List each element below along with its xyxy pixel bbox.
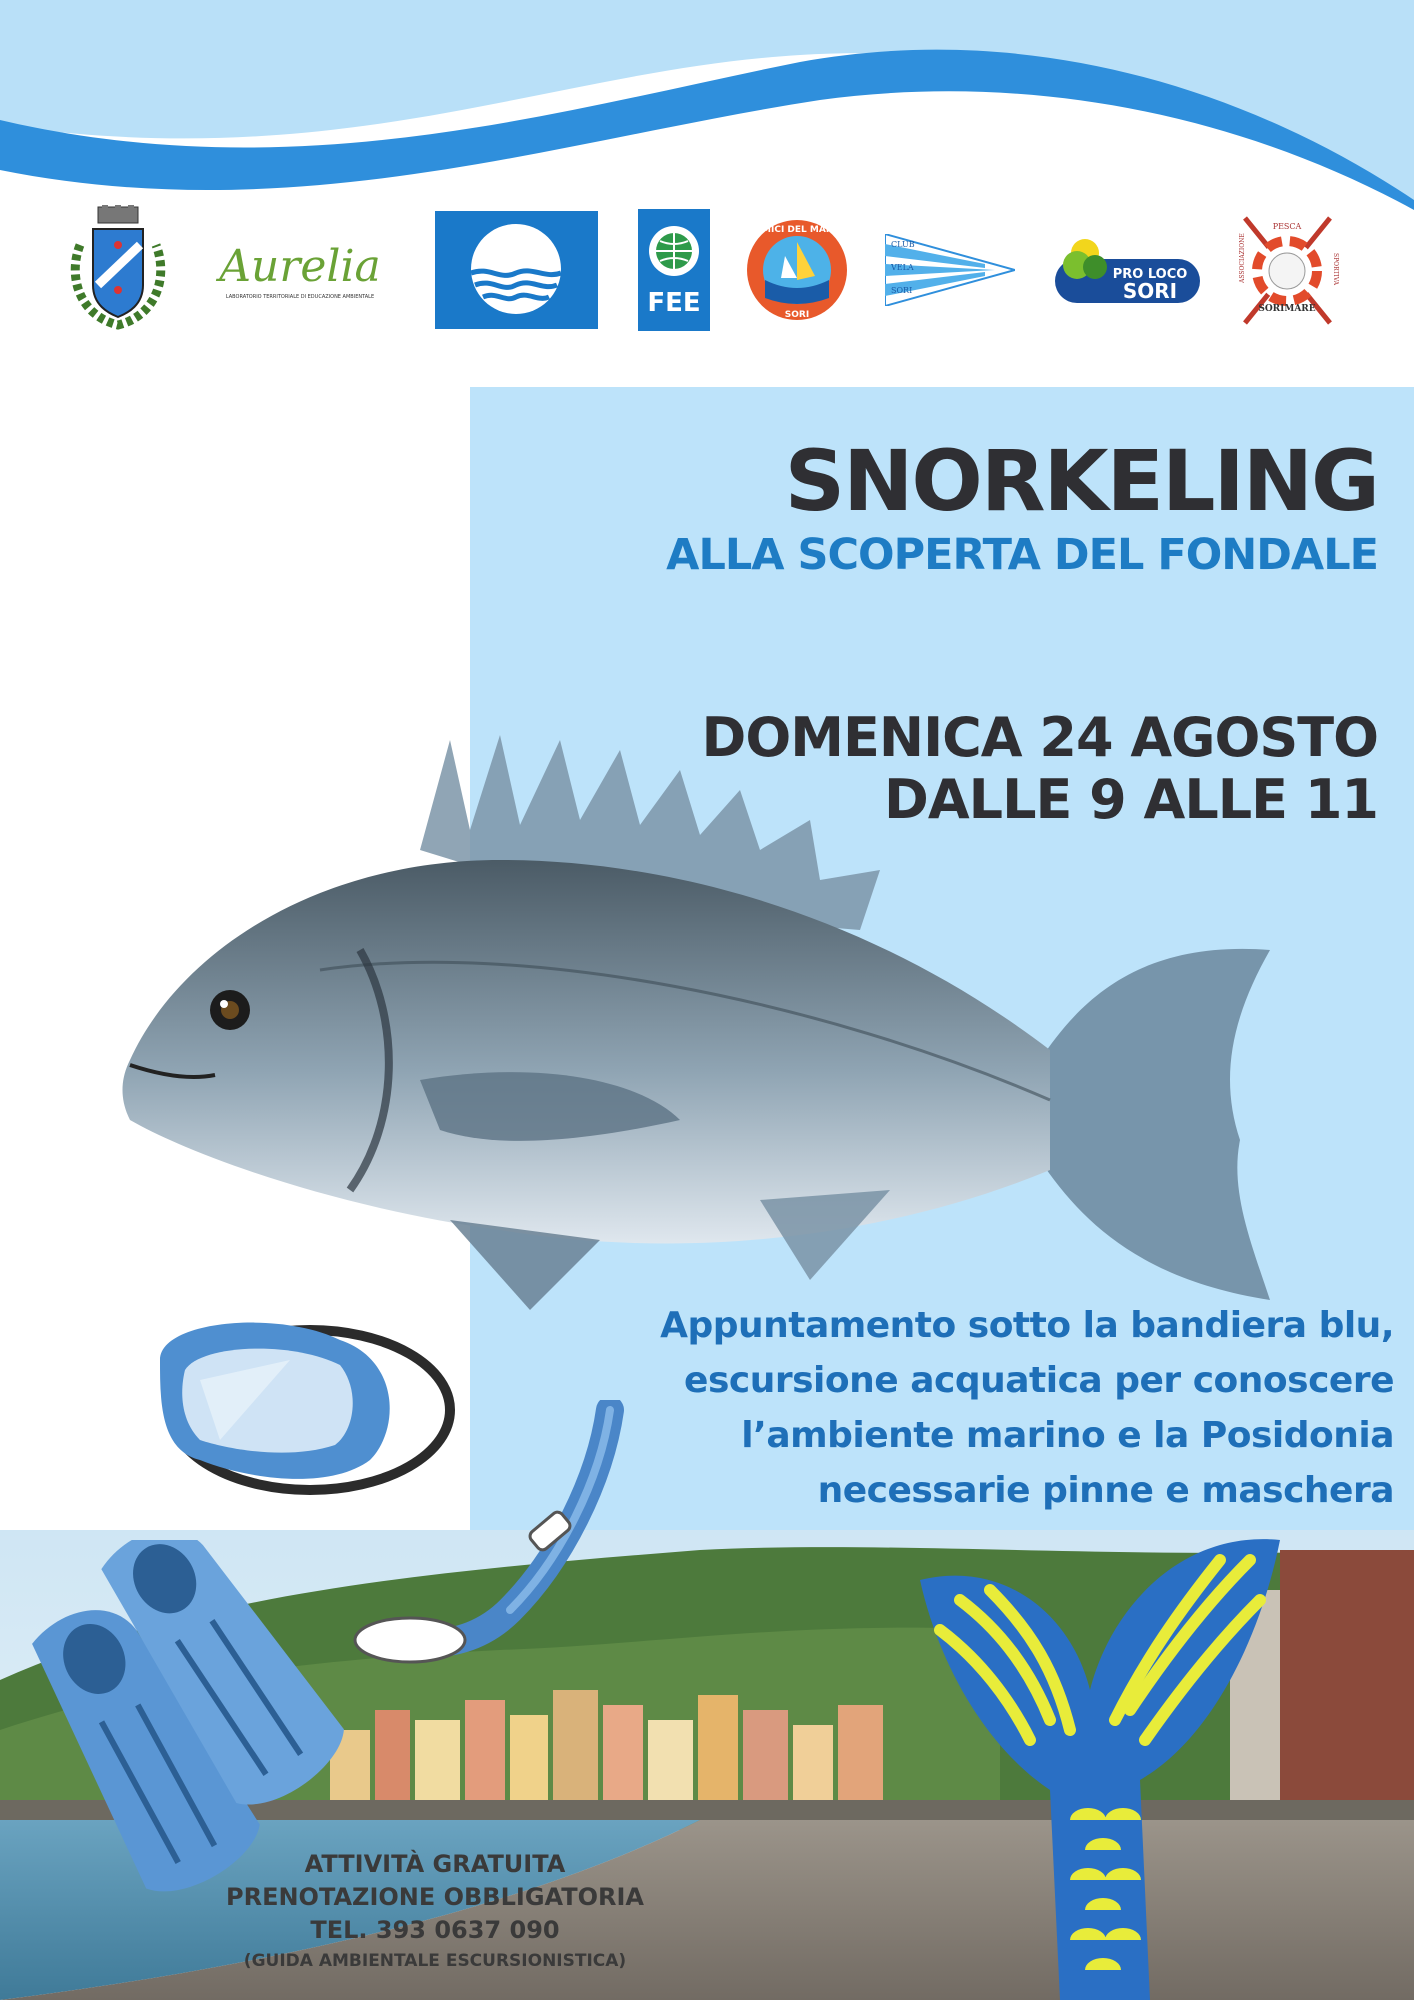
description-line: necessarie pinne e maschera [817,1470,1394,1511]
event-subtitle: ALLA SCOPERTA DEL FONDALE [666,530,1378,580]
pesca-logo-name: SORIMARE [1258,303,1316,314]
booking-info [150,1848,720,1975]
pesca-logo-side-left: ASSOCIAZIONE [1239,232,1246,283]
club-vela-sori-logo [885,200,1015,340]
bandiera-blu-logo [435,200,598,340]
event-time: DALLE 9 ALLE 11 [884,768,1378,831]
aurelia-logo-text: Aurelia [219,240,381,292]
sorimare-pesca-logo [1230,200,1345,340]
fee-logo-text: FEE [647,288,701,318]
club-vela-text-3: SORI [891,286,913,295]
pesca-logo-text: PESCA [1272,221,1302,231]
fee-logo [638,200,710,340]
event-title: SNORKELING [784,432,1378,530]
diving-fins-icon [20,1540,380,1900]
comune-coat-of-arms-logo [65,200,170,340]
amici-logo-top-text: AMICI DEL MARE [755,225,839,235]
event-description [660,1298,1394,1518]
club-vela-text-2: VELA [891,263,914,272]
pro-loco-sori-logo [1055,200,1200,340]
phone-number[interactable]: TEL. 393 0637 090 [310,1916,560,1944]
free-activity-text: ATTIVITÀ GRATUITA [304,1850,566,1878]
mermaid-tail-icon [880,1520,1300,2000]
guide-note: (GUIDA AMBIENTALE ESCURSIONISTICA) [243,1951,627,1971]
pro-loco-bottom-text: SORI [1122,279,1178,303]
pro-loco-top-text: PRO LOCO [1112,267,1188,282]
snorkel-tube-icon [350,1400,640,1670]
aurelia-logo [205,200,395,340]
description-line: escursione acquatica per conoscere [684,1360,1394,1401]
description-line: Appuntamento sotto la bandiera blu, [660,1305,1394,1346]
header-wave [0,0,1414,210]
amici-logo-bottom-text: SORI [784,310,810,320]
booking-required-text: PRENOTAZIONE OBBLIGATORIA [226,1883,644,1911]
amici-del-mare-logo [745,200,849,340]
club-vela-text-1: CLUB [891,240,915,249]
description-line: l’ambiente marino e la Posidonia [741,1415,1394,1456]
aurelia-logo-subtitle: LABORATORIO TERRITORIALE DI EDUCAZIONE AMBIENTALE [225,293,375,300]
pesca-logo-side-right: SPORTIVA [1332,252,1339,285]
event-date: DOMENICA 24 AGOSTO [701,706,1378,769]
